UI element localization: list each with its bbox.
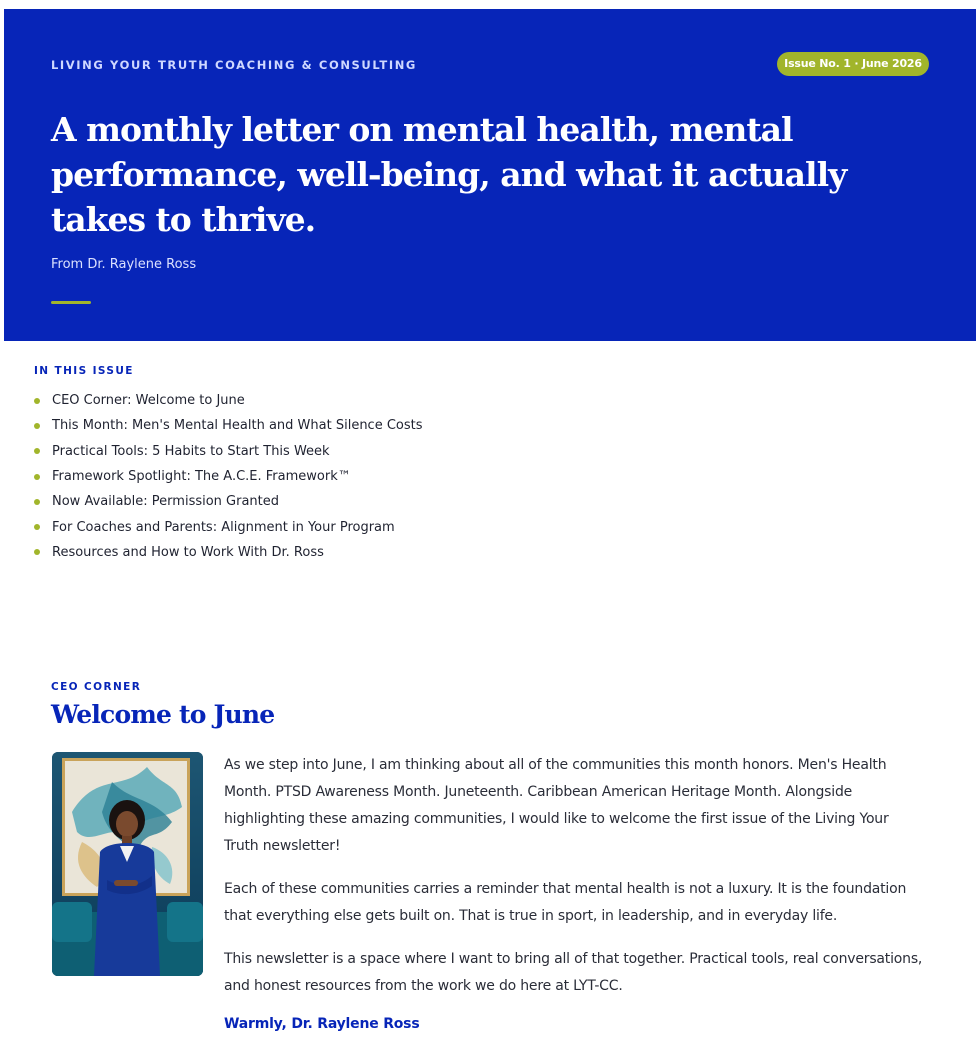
toc-item-label: For Coaches and Parents: Alignment in Your Program [52, 519, 395, 535]
toc-item-label: CEO Corner: Welcome to June [52, 393, 245, 409]
letter-paragraph: This newsletter is a space where I want to bring all of that together. Practical tools, real conversations, and honest resources from the work we do here at LYT-CC. [224, 951, 923, 994]
toc-item-label: Resources and How to Work With Dr. Ross [52, 544, 324, 560]
toc-list [34, 388, 423, 565]
bullet-icon [34, 448, 40, 454]
ceo-letter [224, 752, 924, 1032]
toc-item-label: Framework Spotlight: The A.C.E. Framework™ [52, 469, 351, 485]
byline: From Dr. Raylene Ross [51, 257, 197, 272]
toc-item-label: This Month: Men's Mental Health and What Silence Costs [52, 418, 423, 434]
bullet-icon [34, 423, 40, 429]
newsletter-headline: A monthly letter on mental health, mental performance, well-being, and what it actually takes to thrive. [51, 110, 847, 239]
toc-item-label: Now Available: Permission Granted [52, 494, 280, 510]
toc-heading: IN THIS ISSUE [34, 365, 134, 377]
bullet-icon [34, 474, 40, 480]
toc-item[interactable] [34, 514, 423, 539]
bullet-icon [34, 499, 40, 505]
section-title: Welcome to June [51, 700, 275, 729]
author-portrait [52, 752, 203, 976]
section-label: CEO CORNER [51, 681, 142, 693]
toc-item[interactable] [34, 464, 423, 489]
letter-signoff: Warmly, Dr. Raylene Ross [224, 1016, 420, 1032]
letter-paragraph: As we step into June, I am thinking about all of the communities this month honors. Men's Health Month. PTSD Awareness Month. Juneteenth. Caribbean American Heritage Month. Alongside highlighting these amazing communities, I would like to welcome the first issue of the Living Your Truth newsletter! [224, 757, 889, 854]
accent-divider [51, 301, 91, 304]
bullet-icon [34, 524, 40, 530]
issue-badge: Issue No. 1 · June 2026 [777, 52, 929, 76]
toc-item[interactable] [34, 439, 423, 464]
newsletter-header [4, 9, 976, 341]
bullet-icon [34, 549, 40, 555]
toc-item-label: Practical Tools: 5 Habits to Start This Week [52, 443, 330, 459]
organization-name: LIVING YOUR TRUTH COACHING & CONSULTING [51, 58, 417, 72]
toc-item[interactable] [34, 388, 423, 413]
toc-item[interactable] [34, 413, 423, 438]
toc-item[interactable] [34, 489, 423, 514]
letter-paragraph: Each of these communities carries a reminder that mental health is not a luxury. It is the foundation that everything else gets built on. That is true in sport, in leadership, and in everyday life. [224, 881, 907, 924]
toc-item[interactable] [34, 540, 423, 565]
bullet-icon [34, 398, 40, 404]
